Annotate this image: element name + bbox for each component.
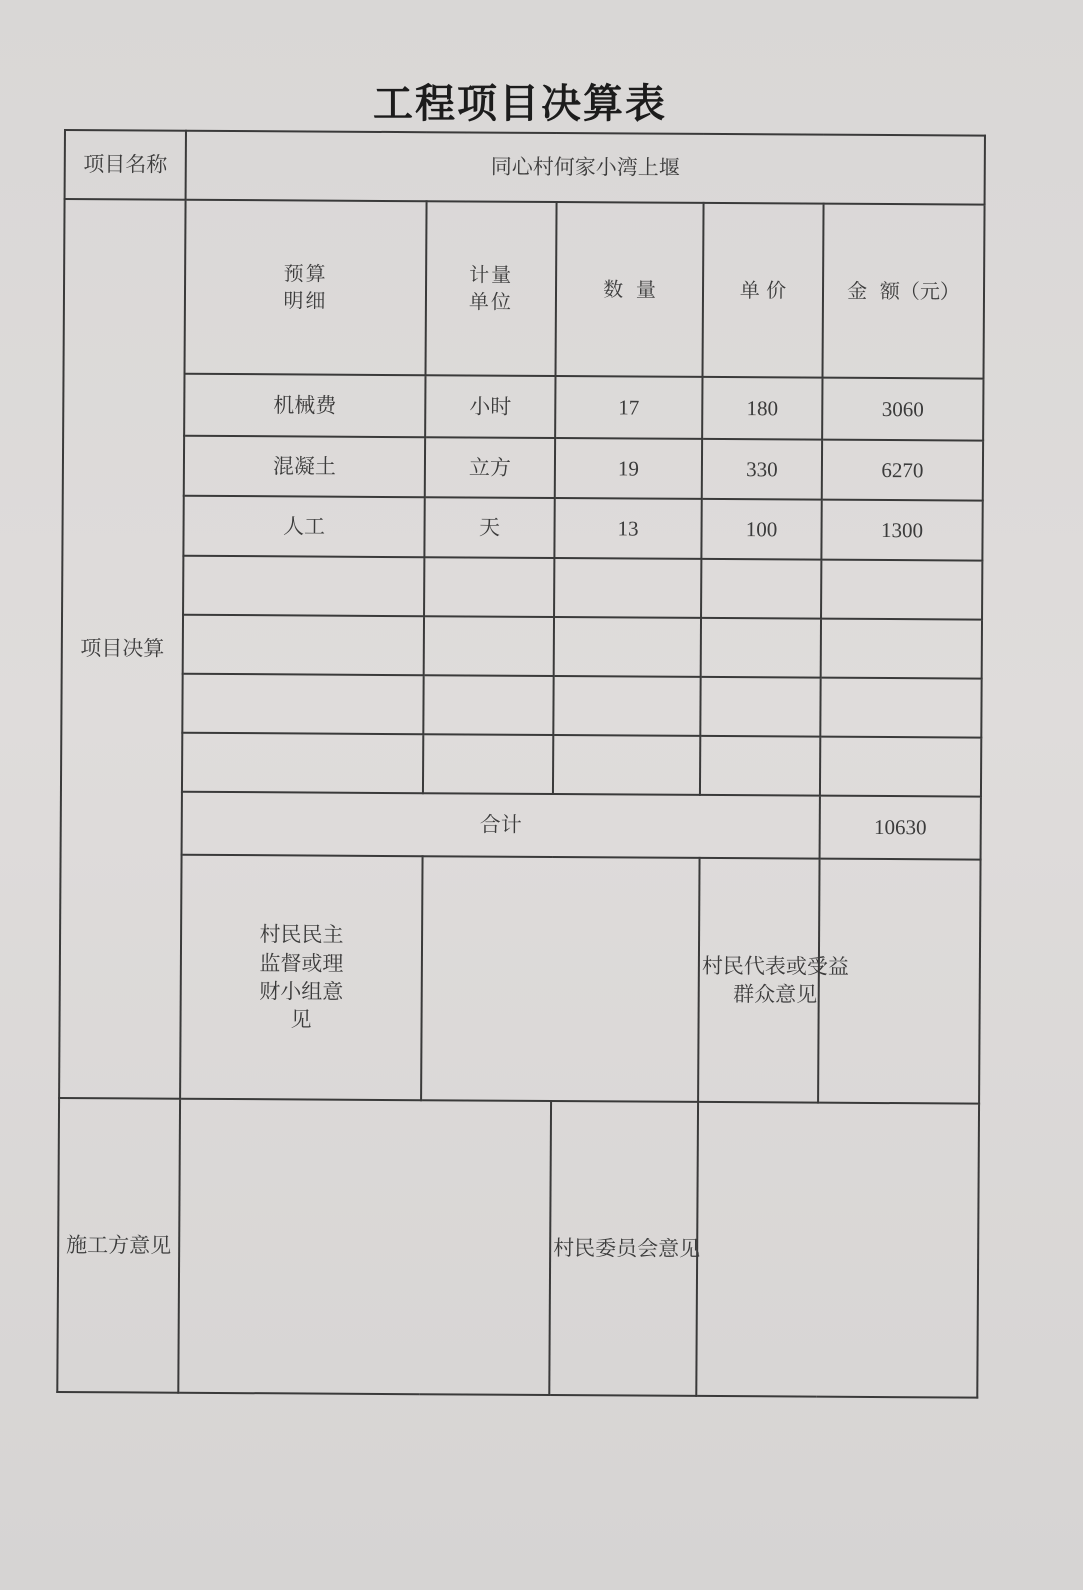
- supervision-opinion-label: 村民民主监督或理财小组意见: [180, 855, 422, 1100]
- row-quantity: 17: [555, 376, 702, 439]
- empty-table-row: [62, 555, 982, 620]
- committee-opinion-field: [696, 1102, 979, 1398]
- budget-header-row: [64, 199, 985, 379]
- empty-cell: [701, 559, 821, 619]
- empty-cell: [553, 676, 700, 736]
- row-unit-price: 330: [702, 439, 822, 500]
- row-amount: 3060: [822, 378, 983, 441]
- settlement-form-table: [56, 129, 986, 1399]
- empty-cell: [553, 735, 700, 795]
- row-unit: 天: [424, 497, 554, 558]
- empty-cell: [424, 557, 554, 617]
- contractor-opinion-field: [178, 1099, 551, 1395]
- document-title: 工程项目决算表: [373, 81, 667, 127]
- row-unit: 立方: [425, 437, 555, 498]
- table-row: [62, 495, 982, 561]
- contractor-opinion-label: 施工方意见: [57, 1098, 180, 1393]
- empty-cell: [821, 560, 982, 620]
- row-amount: 6270: [822, 440, 983, 501]
- header-unit-price: 单 价: [702, 203, 823, 378]
- row-quantity: 19: [555, 438, 702, 499]
- project-name-row: [65, 130, 985, 205]
- row-item: 机械费: [184, 374, 425, 437]
- opinion-row-bottom: [57, 1098, 979, 1398]
- header-amount: 金 额（元）: [822, 204, 984, 379]
- header-item: 预算明细: [185, 200, 427, 375]
- total-value: 10630: [820, 796, 981, 860]
- row-unit-price: 180: [702, 377, 822, 440]
- header-unit: 计量单位: [426, 201, 557, 376]
- row-quantity: 13: [554, 498, 701, 559]
- row-unit: 小时: [425, 375, 555, 438]
- row-amount: 1300: [821, 500, 982, 561]
- total-label: 合计: [182, 792, 820, 859]
- project-name-label: 项目名称: [65, 130, 186, 200]
- committee-opinion-label: 村民委员会意见: [549, 1101, 698, 1396]
- empty-cell: [820, 678, 981, 738]
- opinion-row-top: [59, 854, 981, 1104]
- empty-cell: [183, 615, 424, 675]
- empty-cell: [821, 619, 982, 679]
- empty-table-row: [62, 614, 982, 679]
- empty-table-row: [61, 673, 981, 738]
- empty-cell: [700, 736, 820, 796]
- table-row: [63, 373, 983, 441]
- empty-cell: [701, 618, 821, 678]
- supervision-opinion-field: [421, 856, 699, 1102]
- project-name-value: 同心村何家小湾上堰: [186, 131, 985, 205]
- row-item: 混凝土: [184, 436, 425, 497]
- villager-rep-opinion-label: 村民代表或受益群众意见: [698, 858, 819, 1103]
- empty-cell: [424, 616, 554, 676]
- empty-cell: [183, 556, 424, 616]
- empty-cell: [182, 733, 423, 793]
- project-settlement-label: 项目决算: [59, 199, 185, 1099]
- row-item: 人工: [183, 496, 424, 557]
- empty-cell: [554, 617, 701, 677]
- empty-cell: [423, 734, 553, 794]
- empty-table-row: [61, 732, 981, 797]
- empty-cell: [700, 677, 820, 737]
- empty-cell: [554, 558, 701, 618]
- table-row: [63, 435, 983, 501]
- empty-cell: [423, 675, 553, 735]
- header-quantity: 数 量: [556, 202, 704, 377]
- row-unit-price: 100: [701, 499, 821, 560]
- total-row: [61, 791, 981, 860]
- empty-cell: [182, 674, 423, 734]
- empty-cell: [820, 737, 981, 797]
